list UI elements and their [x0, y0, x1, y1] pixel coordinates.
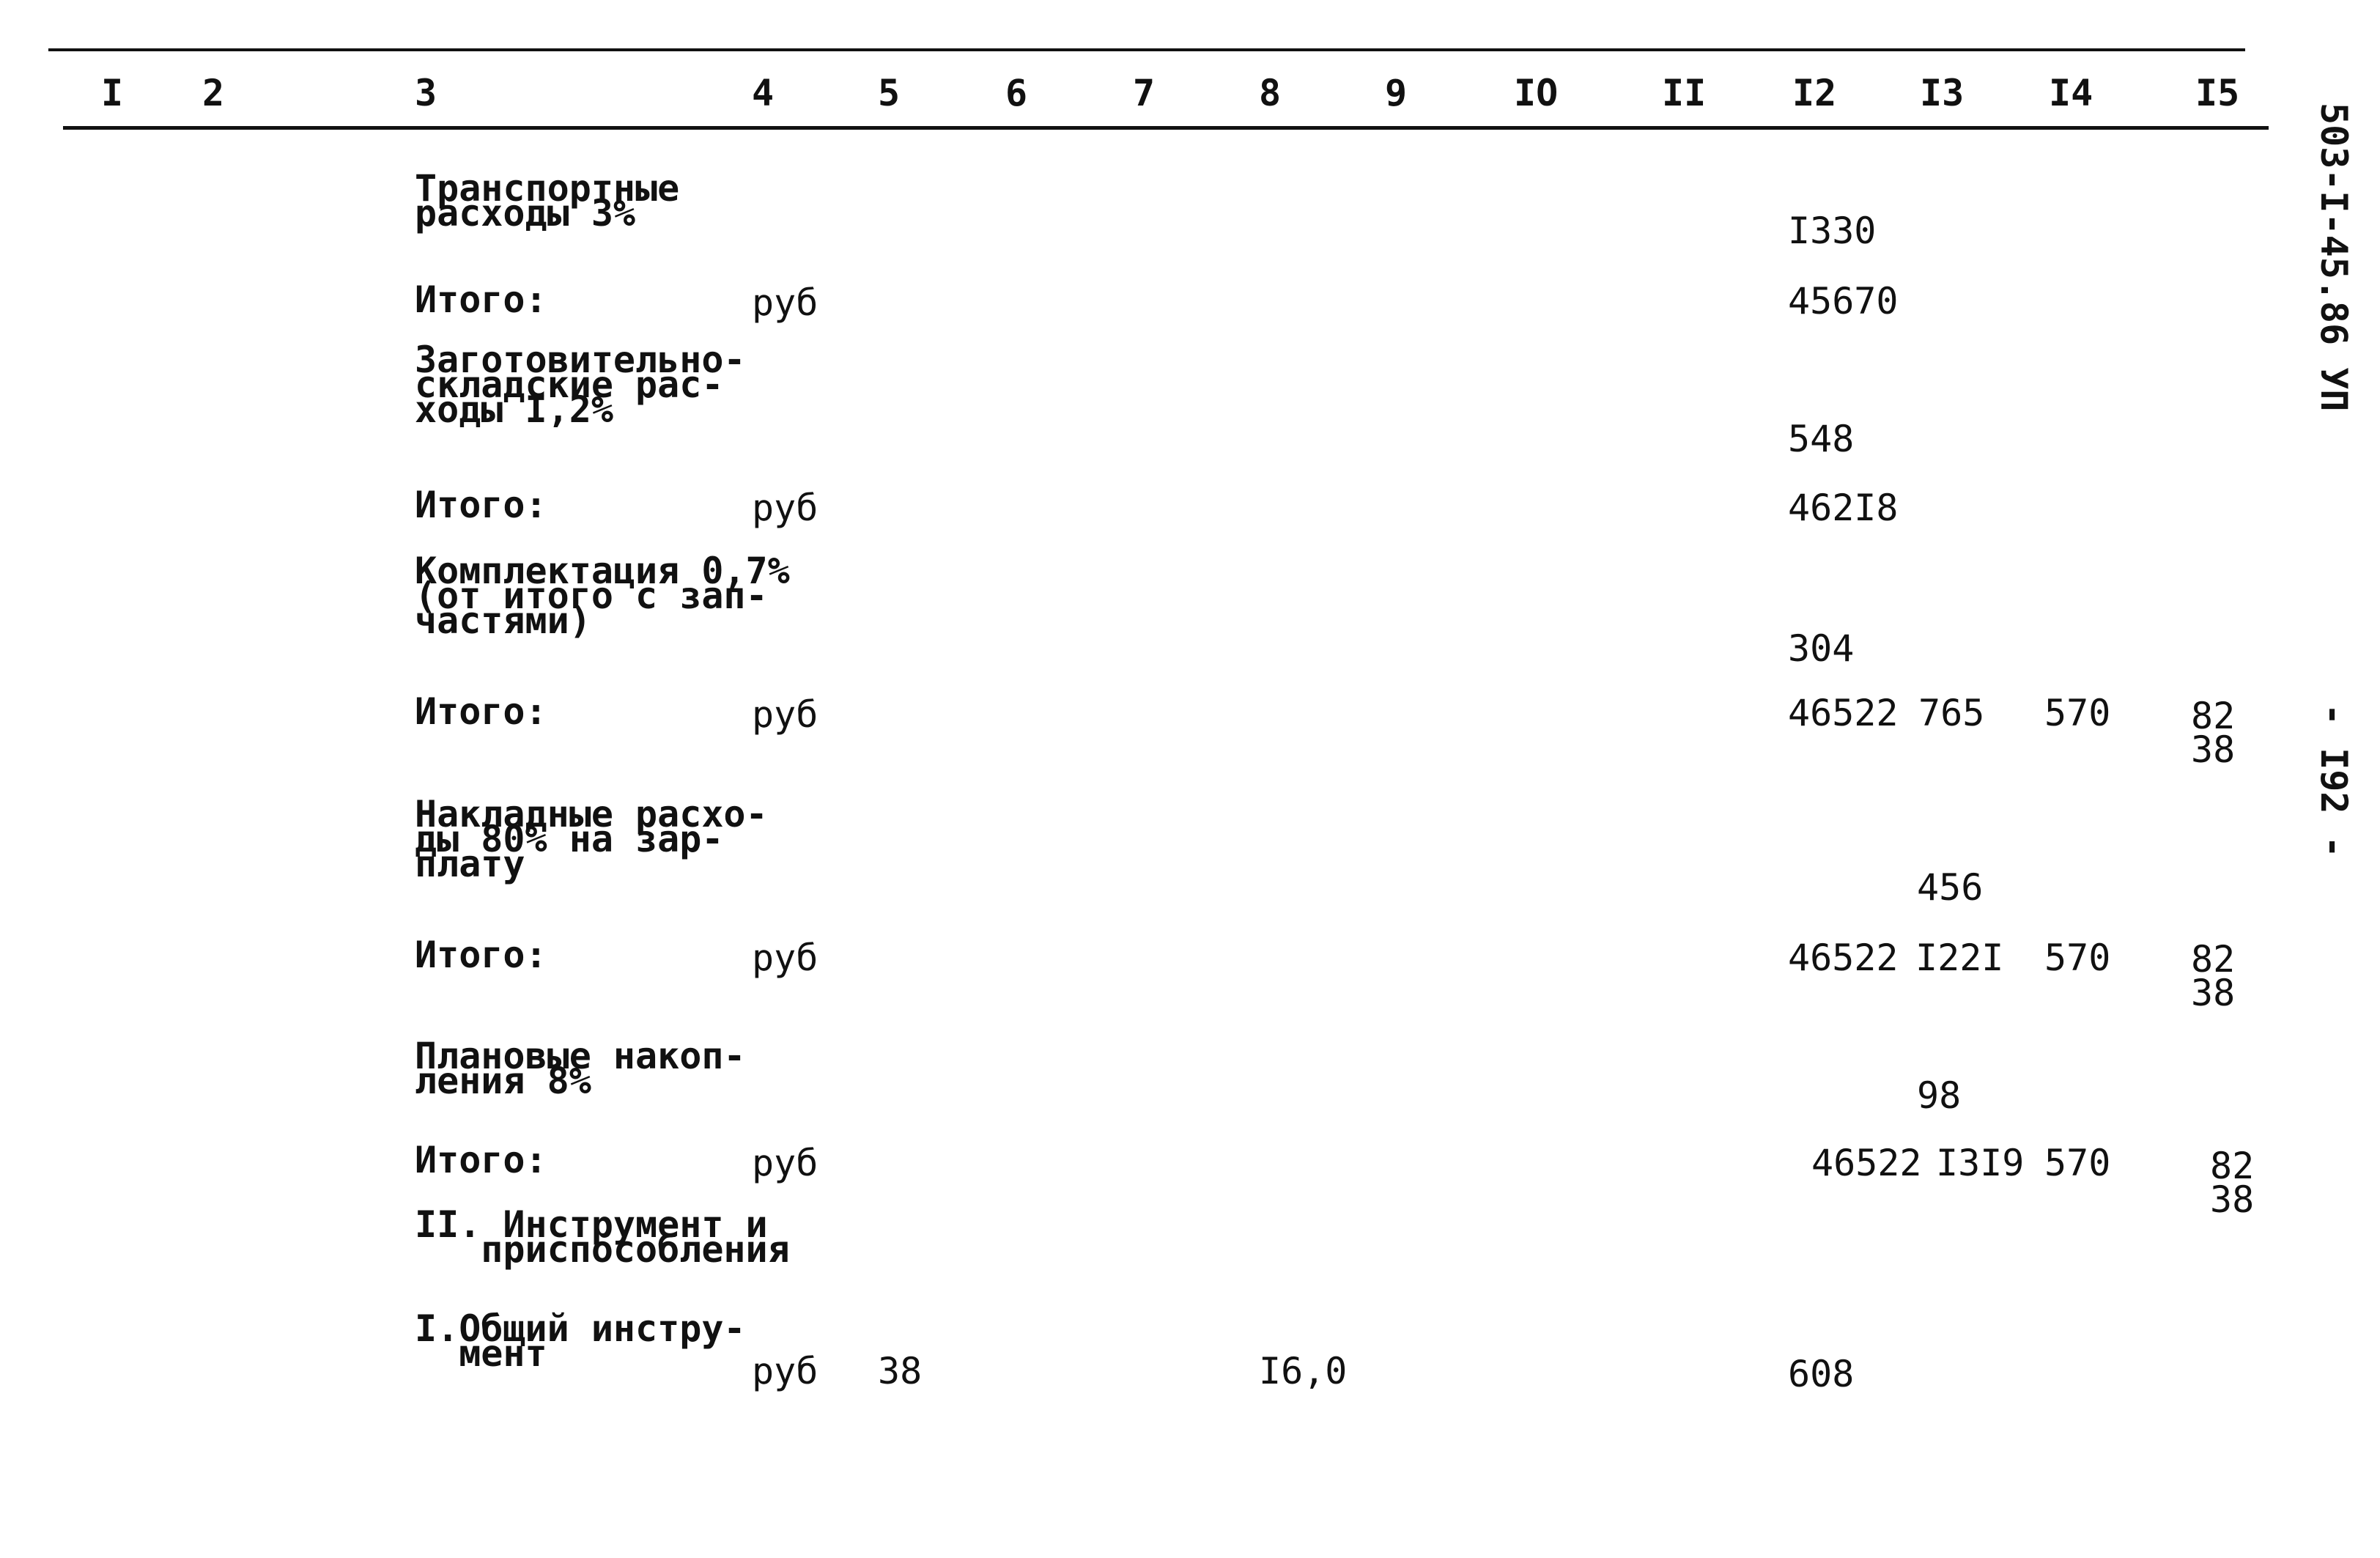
row-description: Итого: — [415, 934, 547, 976]
col-15-value-bottom: 38 — [2191, 728, 2236, 771]
col-13-header: I3 — [1920, 72, 1965, 114]
header-top-rule — [48, 48, 2245, 51]
col-5-header: 5 — [878, 72, 901, 114]
row-description: Итого: — [415, 278, 547, 321]
col-1-header: I — [101, 72, 124, 114]
col-14-header: I4 — [2049, 72, 2093, 114]
row-description: Накладные расхо- ды 80% на зар- плату — [415, 793, 768, 885]
col-15-value-top: 82 — [2191, 938, 2236, 981]
col-13-value: 765 — [1918, 692, 1985, 734]
row-description: Плановые накоп- ления 8% — [415, 1035, 746, 1102]
col-13-value: I3I9 — [1936, 1142, 2025, 1184]
unit-value: руб — [752, 487, 818, 529]
row-description: Заготовительно- складские рас- ходы I,2% — [415, 339, 746, 431]
section-heading: II. Инструмент и приспособления — [415, 1203, 790, 1271]
col-14-value: 570 — [2044, 692, 2111, 734]
col-12-value: I330 — [1788, 210, 1877, 252]
unit-value: руб — [752, 1142, 818, 1184]
col-15-value-top: 82 — [2210, 1145, 2255, 1187]
col-7-header: 7 — [1133, 72, 1156, 114]
col-12-header: I2 — [1792, 72, 1837, 114]
col-13-value: I22I — [1915, 937, 2004, 979]
col-15-value-bottom: 38 — [2210, 1178, 2255, 1221]
col-2-header: 2 — [202, 72, 225, 114]
col-15-value-top: 82 — [2191, 695, 2236, 737]
row-description: Итого: — [415, 1139, 547, 1181]
col-12-value: 608 — [1788, 1353, 1855, 1395]
col-14-value: 570 — [2044, 1142, 2111, 1184]
row-description: Транспортные расходы 3% — [415, 167, 680, 235]
col-12-value: 46522 — [1788, 937, 1899, 979]
col-12-value: 46522 — [1788, 692, 1899, 734]
col-15-value-bottom: 38 — [2191, 972, 2236, 1014]
unit-value: руб — [752, 281, 818, 324]
unit-value: руб — [752, 1350, 818, 1392]
col-12-value: 304 — [1788, 627, 1855, 670]
row-description: Итого: — [415, 484, 547, 526]
col-15-header: I5 — [2195, 72, 2240, 114]
header-bottom-rule — [63, 126, 2269, 130]
col-10-header: IO — [1514, 72, 1559, 114]
unit-value: руб — [752, 693, 818, 736]
col-3-header: 3 — [415, 72, 437, 114]
col-12-value: 46522 — [1811, 1142, 1922, 1184]
col-13-value: 456 — [1917, 866, 1984, 909]
col-11-header: II — [1662, 72, 1707, 114]
col-14-value: 570 — [2044, 937, 2111, 979]
page-number: - I92 - — [2313, 704, 2355, 858]
col-5-value: 38 — [878, 1350, 923, 1392]
col-9-header: 9 — [1385, 72, 1408, 114]
col-13-value: 98 — [1917, 1074, 1962, 1117]
row-description: Итого: — [415, 690, 547, 733]
col-8-value: I6,0 — [1259, 1350, 1348, 1392]
col-6-header: 6 — [1005, 72, 1028, 114]
col-12-value: 548 — [1788, 418, 1855, 460]
row-description: Комплектация 0,7% (от итого с зап- частями) — [415, 550, 790, 642]
col-12-value: 462I8 — [1788, 487, 1899, 529]
col-8-header: 8 — [1259, 72, 1282, 114]
row-description: I.Общий инстру- мент — [415, 1307, 746, 1375]
document-code: 503-I-45.86 УП — [2313, 103, 2355, 412]
col-4-header: 4 — [752, 72, 775, 114]
unit-value: руб — [752, 937, 818, 979]
col-12-value: 45670 — [1788, 280, 1899, 322]
